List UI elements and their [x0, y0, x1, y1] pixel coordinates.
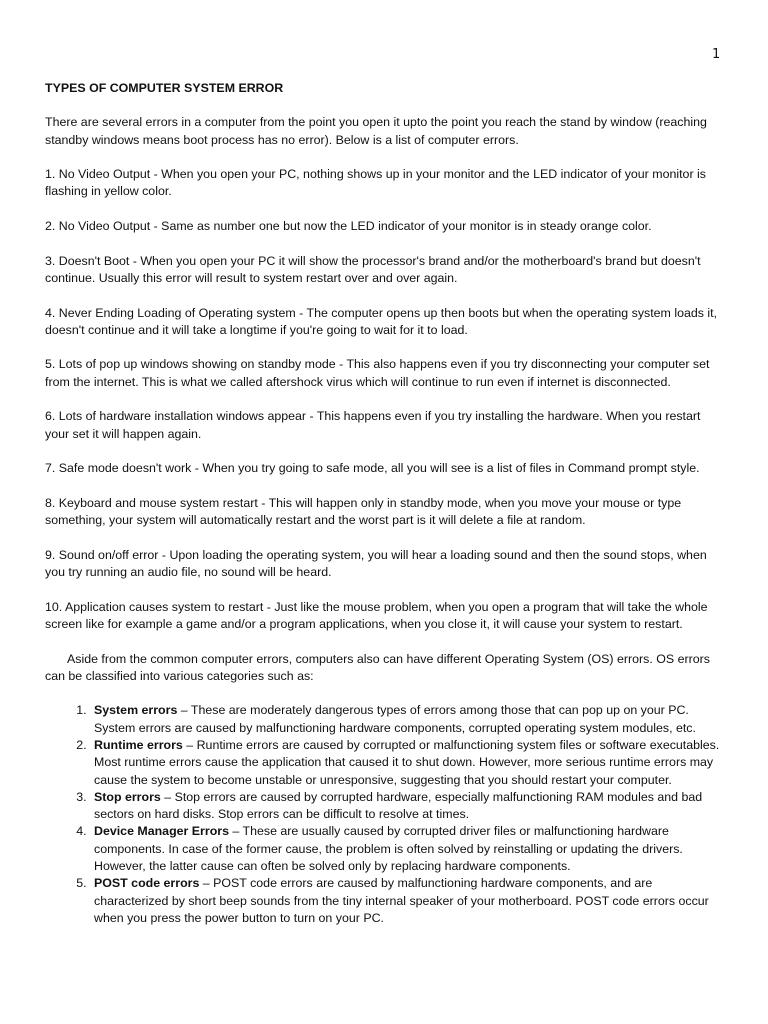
os-error-term: System errors — [94, 703, 178, 718]
page-number: 1 — [712, 47, 721, 62]
os-error-list — [45, 702, 725, 927]
error-item-2: 2. No Video Output - Same as number one but now the LED indicator of your monitor is in steady orange color. — [45, 219, 652, 234]
os-error-item — [90, 789, 725, 824]
os-error-description: – POST code errors are caused by malfunctioning hardware components, and are characterized by short beep sounds from the tiny internal speaker of your motherboard. POST code errors occur when you press the power button to turn on your PC. — [94, 876, 709, 925]
error-item-1: 1. No Video Output - When you open your PC, nothing shows up in your monitor and the LED indicator of your monitor is flashing in yellow color. — [45, 167, 706, 199]
error-item-3: 3. Doesn't Boot - When you open your PC it will show the processor's brand and/or the motherboard's brand but doesn't continue. Usually this error will result to system restart over and over again. — [45, 253, 701, 285]
document-title: TYPES OF COMPUTER SYSTEM ERROR — [45, 81, 284, 95]
error-item-7: 7. Safe mode doesn't work - When you try going to safe mode, all you will see is a list of files in Command prompt style. — [45, 461, 700, 476]
error-item-5: 5. Lots of pop up windows showing on standby mode - This also happens even if you try disconnecting your computer set from the internet. This is what we called aftershock virus which will continue to run even if internet is disconnected. — [45, 357, 710, 389]
os-error-term: POST code errors — [94, 876, 200, 891]
os-error-description: – Runtime errors are caused by corrupted or malfunctioning system files or software executables. Most runtime errors cause the application that caused it to shut down. However, more serious runtime errors may cause the system to become unstable or unresponsive, suggesting that you should restart your computer. — [94, 737, 720, 787]
error-item-9: 9. Sound on/off error - Upon loading the operating system, you will hear a loading sound and then the sound stops, when you try running an audio file, no sound will be heard. — [45, 547, 707, 580]
error-item-10: 10. Application causes system to restart - Just like the mouse problem, when you open a program that will take the whole screen like for example a game and/or a program applications, when you close it, it will cause your system to restart. — [45, 599, 708, 631]
error-item-4: 4. Never Ending Loading of Operating system - The computer opens up then boots but when the operating system loads it, doesn't continue and it will take a longtime if you're going to wait for it to load. — [45, 305, 718, 337]
os-error-item — [90, 702, 725, 737]
error-item-8: 8. Keyboard and mouse system restart - This will happen only in standby mode, when you move your mouse or type something, your system will automatically restart and the worst part is it will delete a file at random. — [45, 495, 682, 528]
os-error-description: – These are moderately dangerous types of errors among those that can pop up on your PC. System errors are caused by malfunctioning hardware components, corrupted operating system modules, etc. — [94, 703, 696, 735]
os-error-term: Device Manager Errors — [94, 824, 229, 839]
document-body — [45, 80, 725, 927]
os-error-term: Runtime errors — [94, 737, 183, 752]
os-intro-paragraph: Aside from the common computer errors, computers also can have different Operating System (OS) errors. OS errors can be classified into various categories such as: — [45, 651, 710, 683]
os-error-item — [90, 737, 725, 789]
os-error-item — [90, 823, 725, 875]
os-error-term: Stop errors — [94, 789, 161, 804]
intro-paragraph: There are several errors in a computer from the point you open it upto the point you reach the stand by window (reaching standby windows means boot process has no error). Below is a list of computer errors. — [45, 115, 707, 147]
os-error-description: – Stop errors are caused by corrupted hardware, especially malfunctioning RAM modules and bad sectors on hard disks. Stop errors can be difficult to resolve at times. — [94, 789, 703, 822]
error-item-6: 6. Lots of hardware installation windows appear - This happens even if you try installing the hardware. When you restart your set it will happen again. — [45, 409, 701, 441]
os-error-description: – These are usually caused by corrupted driver files or malfunctioning hardware components. In case of the former cause, the problem is often solved by reinstalling or updating the drivers. However, the latter cause can often be solved only by replacing hardware components. — [94, 824, 683, 874]
os-error-item — [90, 875, 725, 927]
